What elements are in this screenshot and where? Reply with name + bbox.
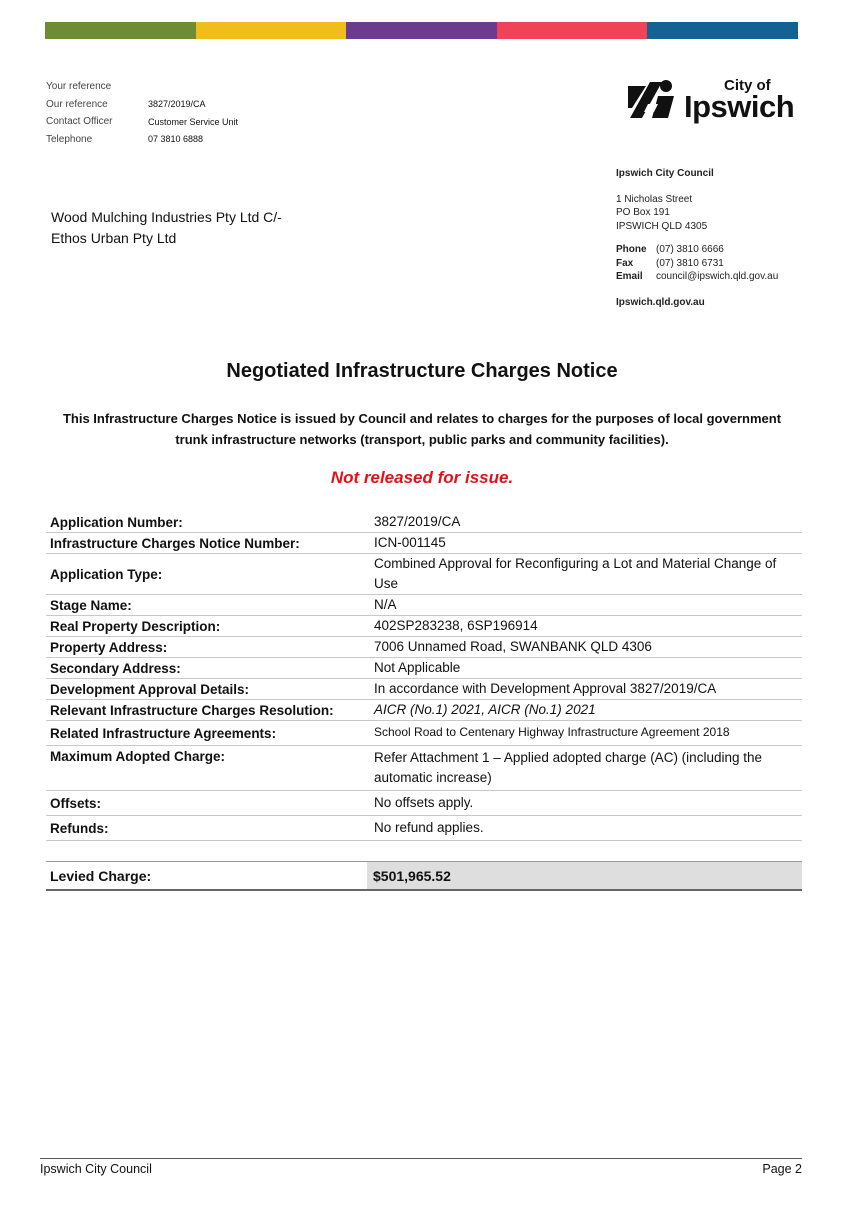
reference-row — [46, 113, 238, 131]
footer-divider — [40, 1158, 802, 1159]
row-value: 7006 Unnamed Road, SWANBANK QLD 4306 — [374, 639, 652, 654]
council-contact-block — [616, 167, 778, 309]
row-label: Real Property Description: — [50, 618, 221, 634]
release-notice: Not released for issue. — [330, 468, 514, 487]
council-address-line: IPSWICH QLD 4305 — [616, 220, 708, 232]
city-of-ipswich-logo — [628, 78, 794, 122]
row-label: Offsets: — [50, 795, 102, 811]
levied-charge-label: Levied Charge: — [50, 867, 152, 884]
contact-officer-label: Contact Officer — [46, 116, 113, 128]
phone-label: Phone — [616, 244, 647, 255]
addressee-block — [51, 207, 282, 249]
addressee-line: Wood Mulching Industries Pty Ltd C/- — [51, 209, 282, 225]
row-value: No offsets apply. — [374, 795, 474, 810]
our-reference-label: Our reference — [46, 98, 108, 110]
table-row — [46, 512, 802, 533]
row-value: Not Applicable — [374, 660, 461, 675]
your-reference-label: Your reference — [46, 81, 112, 93]
document-title: Negotiated Infrastructure Charges Notice — [226, 360, 618, 382]
row-label: Development Approval Details: — [50, 681, 250, 697]
reference-row — [46, 78, 238, 96]
council-fax-row — [616, 257, 778, 271]
row-value: AICR (No.1) 2021, AICR (No.1) 2021 — [374, 702, 596, 717]
row-label: Application Type: — [50, 566, 163, 582]
footer-page-number: Page 2 — [762, 1162, 802, 1176]
stripe-blue — [647, 22, 798, 39]
our-reference-value: 3827/2019/CA — [148, 99, 206, 110]
row-label: Maximum Adopted Charge: — [50, 749, 226, 764]
row-value: School Road to Centenary Highway Infrastructure Agreement 2018 — [374, 725, 730, 739]
council-address-line: 1 Nicholas Street — [616, 193, 693, 205]
levied-charge-row — [46, 861, 802, 891]
table-row — [46, 554, 802, 595]
table-row — [46, 533, 802, 554]
row-label: Stage Name: — [50, 597, 132, 613]
row-label: Property Address: — [50, 639, 168, 655]
stripe-purple — [346, 22, 497, 39]
contact-officer-value: Customer Service Unit — [148, 116, 239, 127]
stripe-pink — [497, 22, 648, 39]
council-name: Ipswich City Council — [616, 168, 714, 179]
reference-row — [46, 96, 238, 114]
email-label: Email — [616, 271, 643, 282]
row-value: In accordance with Development Approval 3827/2019/CA — [374, 681, 717, 696]
council-address-line: PO Box 191 — [616, 207, 670, 218]
telephone-value: 07 3810 6888 — [148, 134, 204, 145]
table-row — [46, 746, 802, 791]
table-row — [46, 816, 802, 841]
levied-charge-value: $501,965.52 — [366, 862, 802, 889]
table-row — [46, 679, 802, 700]
stripe-green — [45, 22, 196, 39]
table-row — [46, 721, 802, 746]
reference-row — [46, 131, 238, 149]
council-email[interactable]: council@ipswich.qld.gov.au — [656, 271, 779, 282]
logo-city-of: City of — [724, 77, 771, 94]
council-fax: (07) 3810 6731 — [656, 257, 724, 269]
logo-ipswich: Ipswich — [684, 89, 795, 124]
stripe-yellow — [196, 22, 347, 39]
row-label: Relevant Infrastructure Charges Resolution: — [50, 702, 334, 718]
ipswich-mark-icon — [628, 78, 676, 122]
header-colour-stripe — [45, 22, 798, 39]
fax-label: Fax — [616, 257, 634, 269]
council-email-row — [616, 270, 778, 284]
row-label: Related Infrastructure Agreements: — [50, 725, 277, 741]
row-value: Refer Attachment 1 – Applied adopted charge (AC) (including the automatic increase) — [374, 750, 762, 785]
row-value: 402SP283238, 6SP196914 — [374, 618, 538, 633]
row-label: Application Number: — [50, 514, 183, 530]
table-row — [46, 658, 802, 679]
table-row — [46, 616, 802, 637]
council-phone: (07) 3810 6666 — [656, 244, 724, 255]
row-label: Secondary Address: — [50, 660, 181, 676]
row-value: No refund applies. — [374, 820, 484, 835]
council-phone-row — [616, 243, 778, 257]
telephone-label: Telephone — [46, 133, 93, 145]
charges-details-table — [46, 512, 802, 891]
footer-council-name: Ipswich City Council — [40, 1162, 152, 1176]
row-label: Infrastructure Charges Notice Number: — [50, 535, 300, 551]
table-row — [46, 700, 802, 721]
table-row — [46, 791, 802, 816]
document-intro: This Infrastructure Charges Notice is issued by Council and relates to charges for the purposes of local government trunk infrastructure networks (transport, public parks and community facilities). — [62, 411, 782, 447]
reference-block — [46, 78, 238, 148]
table-row — [46, 637, 802, 658]
row-value: Combined Approval for Reconfiguring a Lot and Material Change of Use — [374, 556, 777, 591]
table-row — [46, 595, 802, 616]
council-website[interactable]: Ipswich.qld.gov.au — [616, 296, 705, 308]
row-value: N/A — [374, 597, 397, 612]
row-value: 3827/2019/CA — [374, 514, 461, 529]
row-label: Refunds: — [50, 820, 109, 836]
addressee-line: Ethos Urban Pty Ltd — [51, 230, 177, 246]
row-value: ICN-001145 — [374, 535, 446, 550]
